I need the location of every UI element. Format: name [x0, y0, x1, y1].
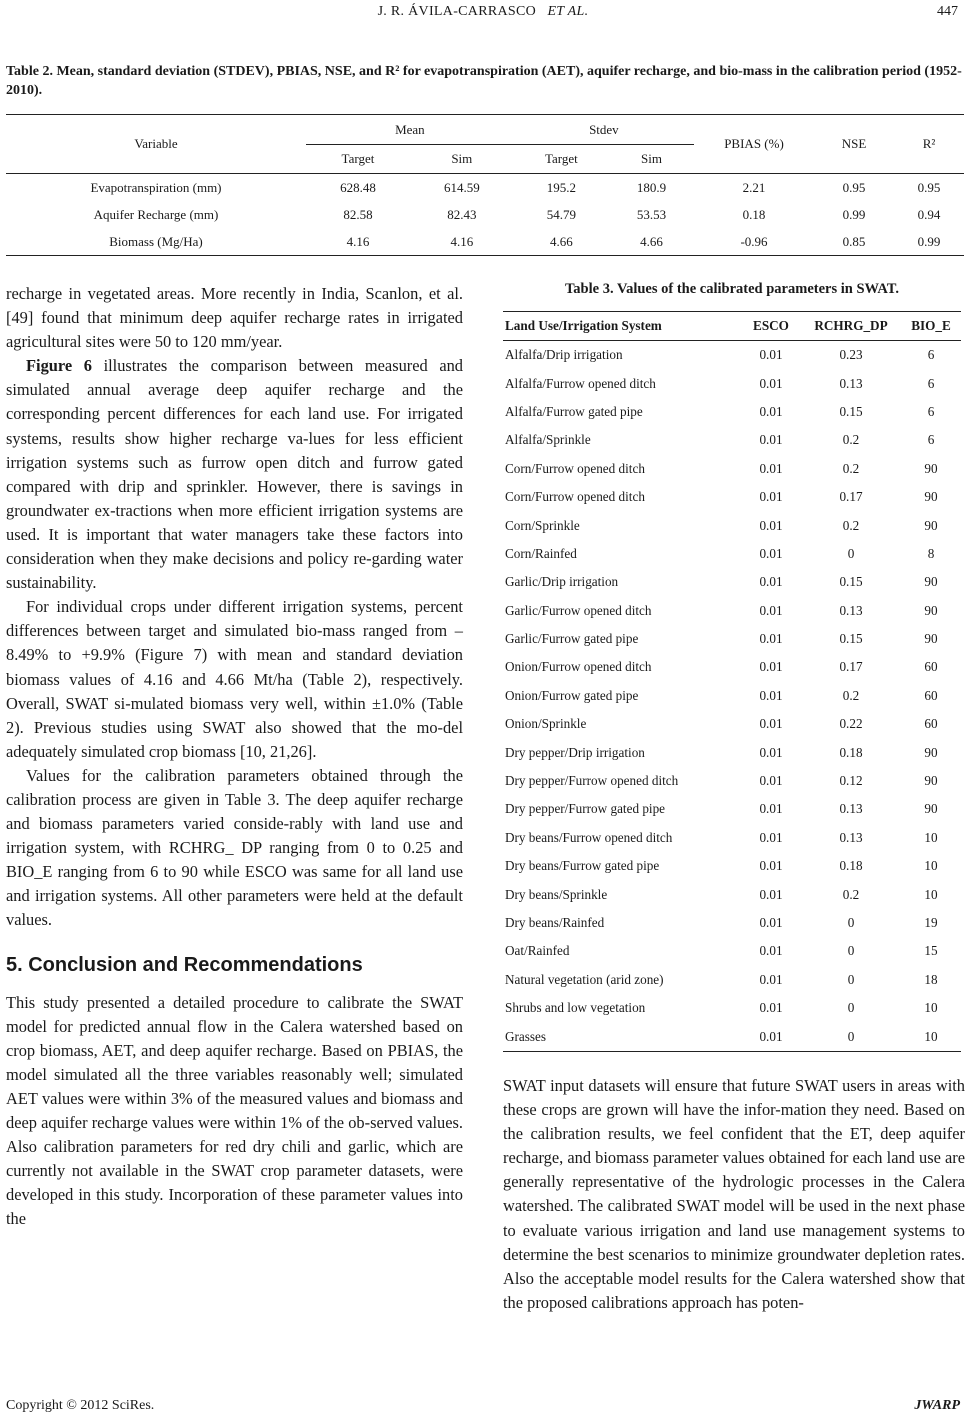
table2-cell: 0.95	[917, 179, 941, 195]
page-footer	[6, 1398, 960, 1414]
table3-cell: Alfalfa/Furrow gated pipe	[505, 403, 643, 419]
table3-cell: 0.01	[759, 858, 783, 874]
table2-caption: Table 2. Mean, standard deviation (STDEV), PBIAS, NSE, and R² for evapotranspiration (AET), aquifer recharge, and bio-mass in the calibration period (1952-2010).	[6, 64, 962, 98]
table3-row	[503, 1022, 961, 1051]
table3-cell: 18	[924, 971, 938, 987]
table3-cell: 19	[924, 915, 938, 930]
table3-cell: 0.01	[759, 886, 783, 902]
table3-cell: Dry beans/Furrow opened ditch	[505, 829, 673, 845]
figure6-ref: Figure 6	[26, 356, 92, 376]
table3-row	[503, 426, 961, 454]
table3-cell: 0.01	[759, 517, 783, 533]
table3-cell: 0.2	[842, 460, 860, 476]
table3-cell: 0	[847, 915, 855, 930]
table3-cell: 0.01	[759, 602, 783, 618]
table3-cell: Dry pepper/Furrow gated pipe	[505, 801, 666, 817]
table3-row	[503, 824, 961, 852]
table3-cell: 0.18	[839, 858, 863, 874]
table3-cell: Corn/Furrow opened ditch	[505, 489, 645, 505]
table2-cell: Evapotranspiration (mm)	[90, 179, 222, 195]
table2-cell: 82.58	[343, 206, 373, 222]
table3-cell: 0	[847, 545, 855, 561]
t2-header-r2: R²	[894, 115, 964, 174]
t2-header-stdev: Stdev	[514, 115, 694, 145]
table3-row	[503, 597, 961, 625]
table3-caption: Table 3. Values of the calibrated parameters in SWAT.	[564, 281, 900, 297]
left-paragraph-5: This study presented a detailed procedure to calibrate the SWAT model for predicted annual flow in the Calera watershed based on crop biomass, AET, and deep aquifer recharge. Based on PBIAS, the model simulated all the three variables reasonably well; simulated AET values were within 3% of the measured values and biomass and deep aquifer recharge values were within 1% of the ob-served values. Also calibration parameters for red dry chili and garlic, which are currently not available in the SWAT crop parameter datasets, were developed in this study. Incorporation of these parameter values into the	[6, 992, 463, 1229]
table2-cell: 2.21	[742, 179, 766, 195]
table2	[6, 114, 964, 256]
table3-cell: 0.17	[839, 489, 863, 505]
table3-cell: 10	[924, 829, 938, 845]
table3-cell: 60	[924, 716, 938, 732]
table3-cell: 0.01	[759, 943, 783, 959]
left-paragraph-2	[6, 354, 463, 595]
table3-cell: Corn/Sprinkle	[505, 517, 580, 533]
table3-cell: Dry beans/Sprinkle	[505, 886, 608, 902]
table3-cell: 0.01	[759, 716, 783, 732]
table3-cell: 6	[927, 375, 935, 391]
table3-cell: 0.01	[759, 687, 783, 703]
table3-cell: 8	[927, 545, 935, 561]
table3-cell: 0.15	[839, 403, 863, 419]
table3-cell: 0.01	[759, 744, 783, 760]
table3-cell: 0.2	[842, 432, 860, 448]
table3-cell: 0.01	[759, 915, 783, 930]
table2-cell: 0.99	[842, 206, 866, 222]
table3-cell: 0.23	[839, 347, 863, 363]
table3-cell: Garlic/Drip irrigation	[505, 574, 619, 590]
t2-header-stdev-target: Target	[514, 145, 609, 174]
table3-cell: 0.13	[839, 801, 863, 817]
t2-header-mean: Mean	[306, 115, 514, 145]
table3-cell: 0.2	[842, 687, 860, 703]
table3-cell: 10	[901, 1022, 961, 1051]
table3-row	[503, 653, 961, 681]
table3-cell: 0.13	[839, 375, 863, 391]
table3-row	[503, 540, 961, 568]
table3-cell: 0.13	[839, 602, 863, 618]
table3-cell: Onion/Sprinkle	[505, 716, 587, 732]
table3-row	[503, 682, 961, 710]
t3-header-bioe: BIO_E	[901, 312, 961, 341]
table3-row	[503, 369, 961, 397]
t2-header-variable: Variable	[6, 115, 306, 174]
table2-cell: Biomass (Mg/Ha)	[6, 228, 306, 256]
table2-cell: 4.66	[609, 228, 694, 256]
running-head-et-al: ET AL.	[547, 4, 589, 19]
table2-cell: 54.79	[546, 206, 576, 222]
table3-cell: 0.01	[759, 403, 783, 419]
t2-header-stdev-sim: Sim	[609, 145, 694, 174]
table2-cell: 628.48	[340, 179, 376, 195]
table3-row	[503, 568, 961, 596]
table3-cell: 90	[924, 801, 938, 817]
table3-cell: 0.01	[759, 773, 783, 789]
t3-header-landuse: Land Use/Irrigation System	[503, 312, 741, 341]
table2-cell: 180.9	[636, 179, 667, 195]
table3-row	[503, 455, 961, 483]
table3-cell: 0.01	[741, 1022, 801, 1051]
table3-cell: 0.2	[842, 517, 860, 533]
table2-row	[6, 174, 964, 202]
table3-cell: 6	[927, 403, 935, 419]
table3-cell: 0.01	[759, 432, 783, 448]
t2-header-mean-sim: Sim	[410, 145, 514, 174]
table3-row	[503, 511, 961, 539]
table3-cell: 90	[924, 517, 938, 533]
table3-cell: Dry pepper/Drip irrigation	[505, 744, 645, 760]
left-paragraph-1: recharge in vegetated areas. More recently in India, Scanlon, et al. [49] found that minimum deep aquifer recharge rates in irrigated agricultural sites were 50 to 120 mm/year.	[6, 284, 463, 352]
table3-cell: 0.01	[759, 574, 783, 590]
table3-cell: Natural vegetation (arid zone)	[505, 971, 664, 987]
table3-row	[503, 767, 961, 795]
table2-cell: 0.99	[894, 228, 964, 256]
t3-header-esco: ESCO	[741, 312, 801, 341]
table3-row	[503, 483, 961, 511]
table3-row	[503, 625, 961, 653]
table3-cell: 0.01	[759, 460, 783, 476]
table3-cell: 0	[847, 1000, 855, 1016]
table3-cell: 0.22	[839, 716, 863, 732]
table3-cell: Dry pepper/Furrow opened ditch	[505, 773, 679, 789]
table3-cell: Dry beans/Furrow gated pipe	[505, 858, 660, 874]
table2-body	[6, 174, 964, 256]
table3-cell: 10	[924, 858, 938, 874]
table3-cell: Onion/Furrow gated pipe	[505, 687, 639, 703]
table3-cell: 90	[924, 602, 938, 618]
table2-cell: 0.18	[742, 206, 766, 222]
table3-cell: Dry beans/Rainfed	[505, 915, 605, 930]
table3-cell: 90	[924, 773, 938, 789]
table3-row	[503, 937, 961, 965]
table2-cell: 614.59	[443, 179, 480, 195]
table2-cell: 53.53	[636, 206, 667, 222]
table3-cell: 0.12	[839, 773, 863, 789]
table3-cell: 90	[924, 460, 938, 476]
right-column	[503, 1074, 965, 1315]
table3-cell: Alfalfa/Furrow opened ditch	[505, 375, 656, 391]
table3-body	[503, 341, 961, 1052]
running-head-authors: J. R. ÁVILA-CARRASCO	[377, 4, 537, 19]
table3-cell: 90	[924, 574, 938, 590]
table3-cell: Alfalfa/Sprinkle	[505, 432, 591, 448]
section-heading-conclusion: 5. Conclusion and Recommendations	[6, 953, 363, 976]
table3-cell: 0.2	[842, 886, 860, 902]
table3-cell: 0.01	[759, 801, 783, 817]
table2-row	[6, 201, 964, 228]
table3-cell: Corn/Rainfed	[505, 545, 577, 561]
left-paragraph-3: For individual crops under different irrigation systems, percent differences between target and simulated bio-mass ranged from –8.49% to +9.9% (Figure 7) with mean and standard deviation biomass values of 4.16 and 4.66 Mt/ha (Table 2), respectively. Overall, SWAT si-mulated biomass very well, within ±1.0% (Table 2). Previous studies using SWAT also showed that the mo-del adequately simulated crop biomass [10, 21,26].	[6, 597, 463, 761]
table3-cell: 0.01	[759, 347, 783, 363]
table2-cell: Aquifer Recharge (mm)	[93, 206, 219, 222]
table3-cell: Corn/Furrow opened ditch	[505, 460, 645, 476]
table3-cell: 0.15	[839, 574, 863, 590]
table3-row	[503, 738, 961, 766]
table3-row	[503, 880, 961, 908]
table3-cell: 0.17	[839, 659, 863, 675]
table3-cell: 0	[801, 1022, 901, 1051]
table3-cell: 0.01	[759, 631, 783, 647]
table3-cell: 0	[847, 971, 855, 987]
running-head	[0, 4, 966, 20]
table3-cell: 0.01	[759, 829, 783, 845]
table2-cell: 195.2	[546, 179, 576, 195]
table3-cell: 10	[924, 886, 938, 902]
table3-cell: 0.01	[759, 1000, 783, 1016]
table3-cell: 6	[927, 347, 935, 363]
table3-cell: 90	[924, 489, 938, 505]
t2-header-mean-target: Target	[306, 145, 410, 174]
table3-row	[503, 966, 961, 994]
table2-cell: -0.96	[694, 228, 814, 256]
table3-cell: 0.01	[759, 489, 783, 505]
table3-row	[503, 994, 961, 1022]
table2-cell: 0.85	[814, 228, 894, 256]
page-number: 447	[937, 4, 958, 19]
t2-header-nse: NSE	[814, 115, 894, 174]
table3-row	[503, 341, 961, 370]
journal-name: JWARP	[914, 1398, 960, 1413]
table3-cell: 90	[924, 744, 938, 760]
table3-cell: 15	[924, 943, 938, 959]
left-column	[6, 282, 463, 1231]
table3-cell: Garlic/Furrow gated pipe	[505, 631, 639, 647]
table3-row	[503, 795, 961, 823]
table3-cell: 10	[924, 1000, 938, 1016]
table3-cell: 60	[924, 687, 938, 703]
table2-cell: 4.16	[306, 228, 410, 256]
table3-cell: 6	[927, 432, 935, 448]
table2-cell: 82.43	[447, 206, 477, 222]
table3-cell: Grasses	[503, 1022, 741, 1051]
table3-cell: 90	[924, 631, 938, 647]
table2-cell: 0.94	[917, 206, 941, 222]
page-header	[0, 4, 966, 24]
table2-cell: 0.95	[842, 179, 866, 195]
copyright: Copyright © 2012 SciRes.	[6, 1398, 155, 1413]
table3-cell: 0.01	[759, 971, 783, 987]
table3-cell: 0.15	[839, 631, 863, 647]
t2-header-pbias: PBIAS (%)	[694, 115, 814, 174]
table3-cell: Oat/Rainfed	[505, 943, 570, 959]
table3-cell: 0	[847, 943, 855, 959]
table3-cell: 0.13	[839, 829, 863, 845]
left-paragraph-2-text: illustrates the comparison between measured and simulated annual average deep aquifer recharge and the corresponding percent differences for each land use. For irrigated systems, results show higher recharge va-lues for less efficient irrigation systems such as furrow open ditch and furrow gated compared with drip and sprinkler. However, there is savings in groundwater ex-tractions when more efficient irrigation systems are used. It is important that water managers take these factors into consideration when they make decisions and policy re-garding water sustainability.	[6, 356, 463, 593]
left-paragraph-4: Values for the calibration parameters obtained through the calibration process are given in Table 3. The deep aquifer recharge and biomass parameters varied conside-rably with land use and irrigation system, with RCHRG_ DP ranging from 0 to 0.25 and BIO_E ranging from 6 to 90 while ESCO was same for all land use and irrigation systems. All other parameters were held at the default values.	[6, 765, 463, 930]
table2-row	[6, 228, 964, 256]
table2-cell: 4.66	[514, 228, 609, 256]
table3-cell: Garlic/Furrow opened ditch	[505, 602, 652, 618]
table2-cell: 4.16	[410, 228, 514, 256]
table3-cell: 60	[924, 659, 938, 675]
table3-row	[503, 909, 961, 937]
table3-cell: Onion/Furrow opened ditch	[505, 659, 652, 675]
t3-header-rchrg: RCHRG_DP	[801, 312, 901, 341]
table3-cell: 0.18	[839, 744, 863, 760]
table3-cell: Shrubs and low vegetation	[505, 1000, 646, 1016]
right-paragraph-1: SWAT input datasets will ensure that future SWAT users in areas with these crops are grown will have the infor-mation they need. Based on the calibration results, we feel confident that the ET, deep aquifer recharge, and biomass parameter values obtained for each land use are generally representative of the hydrologic processes in the Calera watershed. The calibrated SWAT model will be used in the next phase to evaluate various irrigation and land use management systems to determine the best scenarios to minimize groundwater depletion rates. Also the acceptable model results for the Calera watershed show that the proposed calibrations approach has poten-	[503, 1076, 965, 1312]
table3-cell: 0.01	[759, 545, 783, 561]
table3-row	[503, 398, 961, 426]
table3-cell: 0.01	[759, 375, 783, 391]
table3-row	[503, 852, 961, 880]
table3	[503, 311, 961, 1052]
table3-cell: 0.01	[759, 659, 783, 675]
table3-cell: Alfalfa/Drip irrigation	[505, 347, 623, 363]
table3-row	[503, 710, 961, 738]
